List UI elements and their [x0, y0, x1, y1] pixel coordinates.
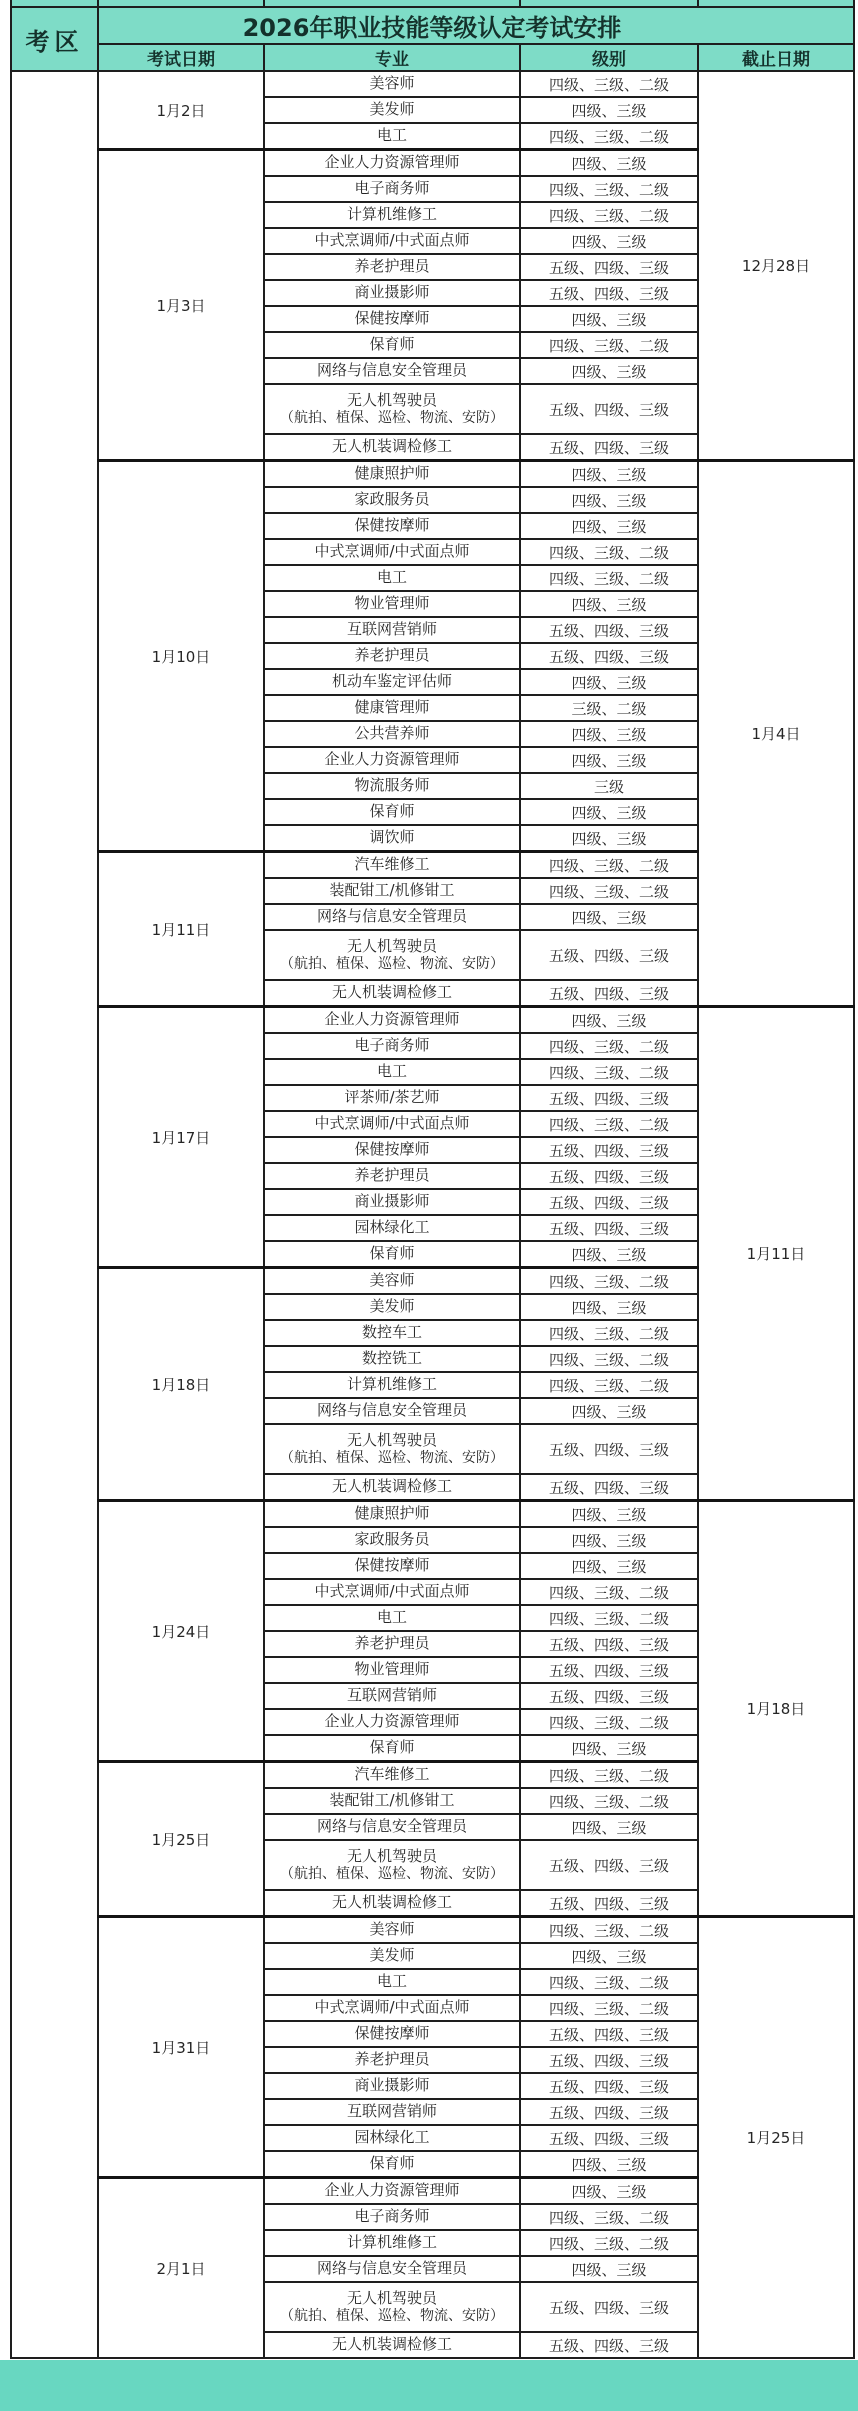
- specialty-cell: [264, 1501, 520, 1528]
- specialty-cell: [264, 1398, 520, 1424]
- specialty-name: 互联网营销师: [346, 1686, 437, 1705]
- level-cell: 五级、四级、三级: [520, 1474, 698, 1501]
- specialty-name: 养老护理员: [354, 646, 430, 665]
- top-strip-cell: [11, 0, 98, 7]
- level-cell: 五级、四级、三级: [520, 2047, 698, 2073]
- specialty-name: 物业管理师: [354, 594, 430, 613]
- level-cell: 四级、三级: [520, 487, 698, 513]
- column-header-0: 考试日期: [98, 44, 264, 71]
- specialty-cell: [264, 1890, 520, 1917]
- specialty-cell: [264, 2047, 520, 2073]
- bottom-strip: [0, 2360, 858, 2411]
- specialty-name: 网络与信息安全管理员: [316, 907, 467, 926]
- specialty-name: 中式烹调师/中式面点师: [314, 1582, 470, 1601]
- level-cell: 五级、四级、三级: [520, 280, 698, 306]
- specialty-name: 美发师: [369, 1946, 415, 1965]
- level-cell: 五级、四级、三级: [520, 1631, 698, 1657]
- specialty-cell: [264, 799, 520, 825]
- specialty-cell: [264, 2282, 520, 2332]
- level-cell: 四级、三级、二级: [520, 332, 698, 358]
- level-cell: 四级、三级: [520, 1398, 698, 1424]
- specialty-name: 无人机驾驶员: [346, 390, 437, 409]
- level-cell: 四级、三级、二级: [520, 1111, 698, 1137]
- specialty-cell: [264, 150, 520, 177]
- specialty-name: 养老护理员: [354, 1634, 430, 1653]
- level-cell: 四级、三级: [520, 97, 698, 123]
- level-cell: 四级、三级: [520, 358, 698, 384]
- level-cell: 五级、四级、三级: [520, 2332, 698, 2358]
- specialty-cell: [264, 1215, 520, 1241]
- level-cell: 四级、三级: [520, 1007, 698, 1034]
- specialty-name: 养老护理员: [354, 2050, 430, 2069]
- specialty-name: 数控车工: [361, 1323, 422, 1342]
- level-cell: 四级、三级、二级: [520, 1268, 698, 1295]
- specialty-cell: [264, 280, 520, 306]
- specialty-name: 无人机装调检修工: [331, 2335, 452, 2354]
- level-cell: 四级、三级、二级: [520, 1605, 698, 1631]
- level-cell: 四级、三级、二级: [520, 1917, 698, 1944]
- level-cell: 四级、三级: [520, 669, 698, 695]
- level-cell: 四级、三级、二级: [520, 202, 698, 228]
- specialty-cell: [264, 1085, 520, 1111]
- specialty-cell: [264, 1762, 520, 1789]
- specialty-name: 无人机驾驶员: [346, 1846, 437, 1865]
- specialty-name: 计算机维修工: [346, 1375, 437, 1394]
- specialty-cell: [264, 1111, 520, 1137]
- column-header-1: 专业: [264, 44, 520, 71]
- table-row: [11, 1501, 854, 1528]
- region-header-cell: 考区: [11, 7, 98, 71]
- level-cell: 五级、四级、三级: [520, 1085, 698, 1111]
- specialty-cell: [264, 1474, 520, 1501]
- specialty-name: 保健按摩师: [354, 2024, 430, 2043]
- level-cell: 五级、四级、三级: [520, 2125, 698, 2151]
- title-row: [11, 7, 854, 44]
- level-cell: 五级、四级、三级: [520, 980, 698, 1007]
- specialty-name: 无人机驾驶员: [346, 2288, 437, 2307]
- specialty-cell: [264, 2021, 520, 2047]
- specialty-name: 装配钳工/机修钳工: [329, 1791, 455, 1810]
- specialty-name: 无人机装调检修工: [331, 1893, 452, 1912]
- level-cell: 四级、三级、二级: [520, 176, 698, 202]
- specialty-name: 无人机装调检修工: [331, 983, 452, 1002]
- specialty-name: 电子商务师: [354, 179, 430, 198]
- level-cell: 五级、四级、三级: [520, 2073, 698, 2099]
- specialty-name: 保健按摩师: [354, 1140, 430, 1159]
- specialty-name: 无人机驾驶员: [346, 936, 437, 955]
- specialty-cell: [264, 1840, 520, 1890]
- specialty-name: 物业管理师: [354, 1660, 430, 1679]
- specialty-name: 保育师: [369, 1244, 415, 1263]
- level-cell: 四级、三级: [520, 1553, 698, 1579]
- specialty-cell: [264, 2073, 520, 2099]
- specialty-cell: [264, 97, 520, 123]
- specialty-name: 企业人力资源管理师: [324, 750, 460, 769]
- specialty-cell: [264, 930, 520, 980]
- specialty-name: 电工: [376, 1972, 407, 1991]
- specialty-name: 企业人力资源管理师: [324, 1010, 460, 1029]
- specialty-name: 互联网营销师: [346, 2102, 437, 2121]
- specialty-cell: [264, 1917, 520, 1944]
- specialty-name: 中式烹调师/中式面点师: [314, 542, 470, 561]
- deadline-cell: 12月28日: [698, 71, 854, 461]
- specialty-cell: [264, 565, 520, 591]
- specialty-cell: [264, 71, 520, 97]
- exam-date-cell: 1月31日: [98, 1917, 264, 2178]
- specialty-subtext: （航拍、植保、巡检、物流、安防）: [280, 956, 504, 972]
- specialty-name: 中式烹调师/中式面点师: [314, 231, 470, 250]
- level-cell: 四级、三级、二级: [520, 1969, 698, 1995]
- top-strip-cell: [98, 0, 264, 7]
- specialty-name: 中式烹调师/中式面点师: [314, 1114, 470, 1133]
- specialty-cell: [264, 2204, 520, 2230]
- specialty-name: 健康照护师: [354, 464, 430, 483]
- specialty-name: 保育师: [369, 335, 415, 354]
- specialty-cell: [264, 2230, 520, 2256]
- level-cell: 四级、三级: [520, 1294, 698, 1320]
- specialty-name: 家政服务员: [354, 490, 430, 509]
- specialty-cell: [264, 1320, 520, 1346]
- level-cell: 四级、三级、二级: [520, 1788, 698, 1814]
- level-cell: 四级、三级: [520, 306, 698, 332]
- specialty-name: 美容师: [369, 74, 415, 93]
- level-cell: 五级、四级、三级: [520, 1163, 698, 1189]
- specialty-name: 保育师: [369, 1738, 415, 1757]
- specialty-cell: [264, 539, 520, 565]
- specialty-name: 装配钳工/机修钳工: [329, 881, 455, 900]
- level-cell: 四级、三级、二级: [520, 852, 698, 879]
- specialty-name: 互联网营销师: [346, 620, 437, 639]
- specialty-name: 调饮师: [369, 828, 415, 847]
- specialty-cell: [264, 228, 520, 254]
- specialty-cell: [264, 2125, 520, 2151]
- specialty-name: 养老护理员: [354, 1166, 430, 1185]
- specialty-cell: [264, 461, 520, 488]
- specialty-name: 公共营养师: [354, 724, 430, 743]
- level-cell: 四级、三级、二级: [520, 1372, 698, 1398]
- specialty-cell: [264, 1189, 520, 1215]
- specialty-name: 商业摄影师: [354, 1192, 430, 1211]
- specialty-name: 网络与信息安全管理员: [316, 2259, 467, 2278]
- specialty-cell: [264, 852, 520, 879]
- specialty-name: 电工: [376, 1062, 407, 1081]
- level-cell: 四级、三级、二级: [520, 1033, 698, 1059]
- level-cell: 四级、三级、二级: [520, 1709, 698, 1735]
- level-cell: 四级、三级: [520, 513, 698, 539]
- level-cell: 四级、三级、二级: [520, 1346, 698, 1372]
- exam-date-cell: 1月24日: [98, 1501, 264, 1762]
- top-strip-cell: [520, 0, 698, 7]
- specialty-cell: [264, 1657, 520, 1683]
- specialty-name: 美发师: [369, 100, 415, 119]
- specialty-cell: [264, 825, 520, 852]
- exam-date-cell: 1月17日: [98, 1007, 264, 1268]
- specialty-cell: [264, 643, 520, 669]
- level-cell: 五级、四级、三级: [520, 2099, 698, 2125]
- level-cell: 四级、三级: [520, 1501, 698, 1528]
- table-row: [11, 1007, 854, 1034]
- level-cell: 五级、四级、三级: [520, 617, 698, 643]
- specialty-cell: [264, 1579, 520, 1605]
- specialty-name: 美发师: [369, 1297, 415, 1316]
- specialty-name: 健康管理师: [354, 698, 430, 717]
- level-cell: 四级、三级: [520, 2178, 698, 2205]
- exam-date-cell: 1月11日: [98, 852, 264, 1007]
- level-cell: 四级、三级、二级: [520, 1995, 698, 2021]
- specialty-name: 评茶师/茶艺师: [344, 1088, 440, 1107]
- specialty-name: 汽车维修工: [354, 1765, 430, 1784]
- specialty-name: 健康照护师: [354, 1504, 430, 1523]
- level-cell: 四级、三级: [520, 228, 698, 254]
- specialty-name: 中式烹调师/中式面点师: [314, 1998, 470, 2017]
- exam-date-cell: 1月3日: [98, 150, 264, 461]
- specialty-cell: [264, 254, 520, 280]
- specialty-cell: [264, 358, 520, 384]
- deadline-cell: 1月11日: [698, 1007, 854, 1501]
- level-cell: 四级、三级: [520, 150, 698, 177]
- level-cell: 四级、三级、二级: [520, 1762, 698, 1789]
- specialty-name: 网络与信息安全管理员: [316, 361, 467, 380]
- specialty-cell: [264, 878, 520, 904]
- specialty-cell: [264, 2178, 520, 2205]
- specialty-cell: [264, 1033, 520, 1059]
- specialty-name: 电工: [376, 1608, 407, 1627]
- page-title: 2026年职业技能等级认定考试安排: [98, 7, 854, 44]
- level-cell: 三级、二级: [520, 695, 698, 721]
- column-header-3: 截止日期: [698, 44, 854, 71]
- specialty-name: 家政服务员: [354, 1530, 430, 1549]
- level-cell: 四级、三级: [520, 904, 698, 930]
- top-strip-row: [11, 0, 854, 7]
- level-cell: 四级、三级、二级: [520, 2204, 698, 2230]
- top-strip-cell: [264, 0, 520, 7]
- specialty-name: 保健按摩师: [354, 309, 430, 328]
- specialty-name: 电工: [376, 126, 407, 145]
- level-cell: 五级、四级、三级: [520, 2282, 698, 2332]
- specialty-name: 物流服务师: [354, 776, 430, 795]
- specialty-subtext: （航拍、植保、巡检、物流、安防）: [280, 2308, 504, 2324]
- specialty-cell: [264, 1683, 520, 1709]
- specialty-cell: [264, 1241, 520, 1268]
- deadline-cell: 1月25日: [698, 1917, 854, 2359]
- level-cell: 五级、四级、三级: [520, 1189, 698, 1215]
- top-strip-cell: [698, 0, 854, 7]
- region-body-cell: [11, 71, 98, 2358]
- specialty-name: 数控铣工: [361, 1349, 422, 1368]
- specialty-cell: [264, 2256, 520, 2282]
- specialty-name: 电工: [376, 568, 407, 587]
- specialty-name: 园林绿化工: [354, 1218, 430, 1237]
- specialty-cell: [264, 617, 520, 643]
- specialty-cell: [264, 1007, 520, 1034]
- specialty-cell: [264, 1735, 520, 1762]
- level-cell: 五级、四级、三级: [520, 643, 698, 669]
- exam-date-cell: 1月10日: [98, 461, 264, 852]
- specialty-name: 无人机驾驶员: [346, 1430, 437, 1449]
- specialty-name: 园林绿化工: [354, 2128, 430, 2147]
- specialty-cell: [264, 1814, 520, 1840]
- specialty-cell: [264, 2332, 520, 2358]
- deadline-cell: 1月18日: [698, 1501, 854, 1917]
- level-cell: 五级、四级、三级: [520, 384, 698, 434]
- exam-date-cell: 1月25日: [98, 1762, 264, 1917]
- specialty-cell: [264, 1709, 520, 1735]
- specialty-cell: [264, 513, 520, 539]
- specialty-cell: [264, 1424, 520, 1474]
- level-cell: 四级、三级、二级: [520, 878, 698, 904]
- level-cell: 五级、四级、三级: [520, 1657, 698, 1683]
- specialty-name: 保健按摩师: [354, 1556, 430, 1575]
- specialty-cell: [264, 695, 520, 721]
- level-cell: 五级、四级、三级: [520, 1840, 698, 1890]
- level-cell: 五级、四级、三级: [520, 1137, 698, 1163]
- deadline-cell: 1月4日: [698, 461, 854, 1007]
- specialty-name: 汽车维修工: [354, 855, 430, 874]
- exam-date-cell: 1月2日: [98, 71, 264, 150]
- specialty-cell: [264, 1969, 520, 1995]
- specialty-cell: [264, 434, 520, 461]
- level-cell: 四级、三级: [520, 2151, 698, 2178]
- specialty-name: 计算机维修工: [346, 205, 437, 224]
- specialty-cell: [264, 1631, 520, 1657]
- specialty-name: 美容师: [369, 1271, 415, 1290]
- specialty-cell: [264, 2151, 520, 2178]
- level-cell: 四级、三级、二级: [520, 539, 698, 565]
- specialty-cell: [264, 1995, 520, 2021]
- specialty-name: 企业人力资源管理师: [324, 2181, 460, 2200]
- level-cell: 四级、三级: [520, 825, 698, 852]
- specialty-name: 美容师: [369, 1920, 415, 1939]
- specialty-cell: [264, 1788, 520, 1814]
- level-cell: 四级、三级: [520, 2256, 698, 2282]
- level-cell: 四级、三级: [520, 1943, 698, 1969]
- specialty-cell: [264, 1346, 520, 1372]
- specialty-cell: [264, 1943, 520, 1969]
- specialty-subtext: （航拍、植保、巡检、物流、安防）: [280, 1866, 504, 1882]
- specialty-name: 无人机装调检修工: [331, 437, 452, 456]
- exam-schedule-table: [10, 0, 855, 2359]
- column-header-2: 级别: [520, 44, 698, 71]
- level-cell: 四级、三级、二级: [520, 71, 698, 97]
- exam-date-cell: 2月1日: [98, 2178, 264, 2359]
- level-cell: 五级、四级、三级: [520, 254, 698, 280]
- specialty-cell: [264, 332, 520, 358]
- specialty-name: 企业人力资源管理师: [324, 1712, 460, 1731]
- specialty-cell: [264, 591, 520, 617]
- specialty-cell: [264, 306, 520, 332]
- specialty-cell: [264, 1294, 520, 1320]
- specialty-name: 无人机装调检修工: [331, 1477, 452, 1496]
- specialty-name: 电子商务师: [354, 1036, 430, 1055]
- specialty-cell: [264, 904, 520, 930]
- level-cell: 四级、三级: [520, 461, 698, 488]
- level-cell: 五级、四级、三级: [520, 2021, 698, 2047]
- level-cell: 四级、三级、二级: [520, 123, 698, 150]
- specialty-cell: [264, 747, 520, 773]
- level-cell: 四级、三级、二级: [520, 1320, 698, 1346]
- exam-date-cell: 1月18日: [98, 1268, 264, 1501]
- specialty-cell: [264, 2099, 520, 2125]
- specialty-name: 保健按摩师: [354, 516, 430, 535]
- specialty-name: 保育师: [369, 802, 415, 821]
- specialty-subtext: （航拍、植保、巡检、物流、安防）: [280, 410, 504, 426]
- table-row: [11, 461, 854, 488]
- specialty-name: 保育师: [369, 2154, 415, 2173]
- specialty-cell: [264, 1163, 520, 1189]
- specialty-name: 机动车鉴定评估师: [331, 672, 452, 691]
- specialty-cell: [264, 1059, 520, 1085]
- specialty-cell: [264, 384, 520, 434]
- level-cell: 四级、三级: [520, 1735, 698, 1762]
- level-cell: 四级、三级、二级: [520, 1059, 698, 1085]
- level-cell: 五级、四级、三级: [520, 1424, 698, 1474]
- specialty-cell: [264, 123, 520, 150]
- specialty-cell: [264, 1553, 520, 1579]
- specialty-name: 养老护理员: [354, 257, 430, 276]
- specialty-name: 电子商务师: [354, 2207, 430, 2226]
- specialty-name: 网络与信息安全管理员: [316, 1401, 467, 1420]
- level-cell: 四级、三级: [520, 1241, 698, 1268]
- specialty-cell: [264, 487, 520, 513]
- column-header-row: [11, 44, 854, 71]
- level-cell: 四级、三级: [520, 747, 698, 773]
- level-cell: 五级、四级、三级: [520, 1683, 698, 1709]
- specialty-name: 计算机维修工: [346, 2233, 437, 2252]
- level-cell: 四级、三级、二级: [520, 565, 698, 591]
- specialty-cell: [264, 1605, 520, 1631]
- table-row: [11, 1917, 854, 1944]
- level-cell: 五级、四级、三级: [520, 1215, 698, 1241]
- level-cell: 四级、三级: [520, 1814, 698, 1840]
- specialty-cell: [264, 1527, 520, 1553]
- specialty-cell: [264, 980, 520, 1007]
- level-cell: 五级、四级、三级: [520, 1890, 698, 1917]
- specialty-subtext: （航拍、植保、巡检、物流、安防）: [280, 1450, 504, 1466]
- specialty-name: 企业人力资源管理师: [324, 153, 460, 172]
- specialty-cell: [264, 1372, 520, 1398]
- specialty-cell: [264, 176, 520, 202]
- specialty-name: 网络与信息安全管理员: [316, 1817, 467, 1836]
- level-cell: 五级、四级、三级: [520, 434, 698, 461]
- level-cell: 四级、三级: [520, 1527, 698, 1553]
- specialty-cell: [264, 669, 520, 695]
- level-cell: 四级、三级: [520, 721, 698, 747]
- level-cell: 五级、四级、三级: [520, 930, 698, 980]
- specialty-cell: [264, 1268, 520, 1295]
- specialty-cell: [264, 721, 520, 747]
- level-cell: 四级、三级: [520, 591, 698, 617]
- specialty-cell: [264, 202, 520, 228]
- specialty-cell: [264, 1137, 520, 1163]
- level-cell: 四级、三级、二级: [520, 2230, 698, 2256]
- table-row: [11, 71, 854, 97]
- specialty-cell: [264, 773, 520, 799]
- level-cell: 四级、三级: [520, 799, 698, 825]
- level-cell: 四级、三级、二级: [520, 1579, 698, 1605]
- specialty-name: 商业摄影师: [354, 2076, 430, 2095]
- specialty-name: 商业摄影师: [354, 283, 430, 302]
- level-cell: 三级: [520, 773, 698, 799]
